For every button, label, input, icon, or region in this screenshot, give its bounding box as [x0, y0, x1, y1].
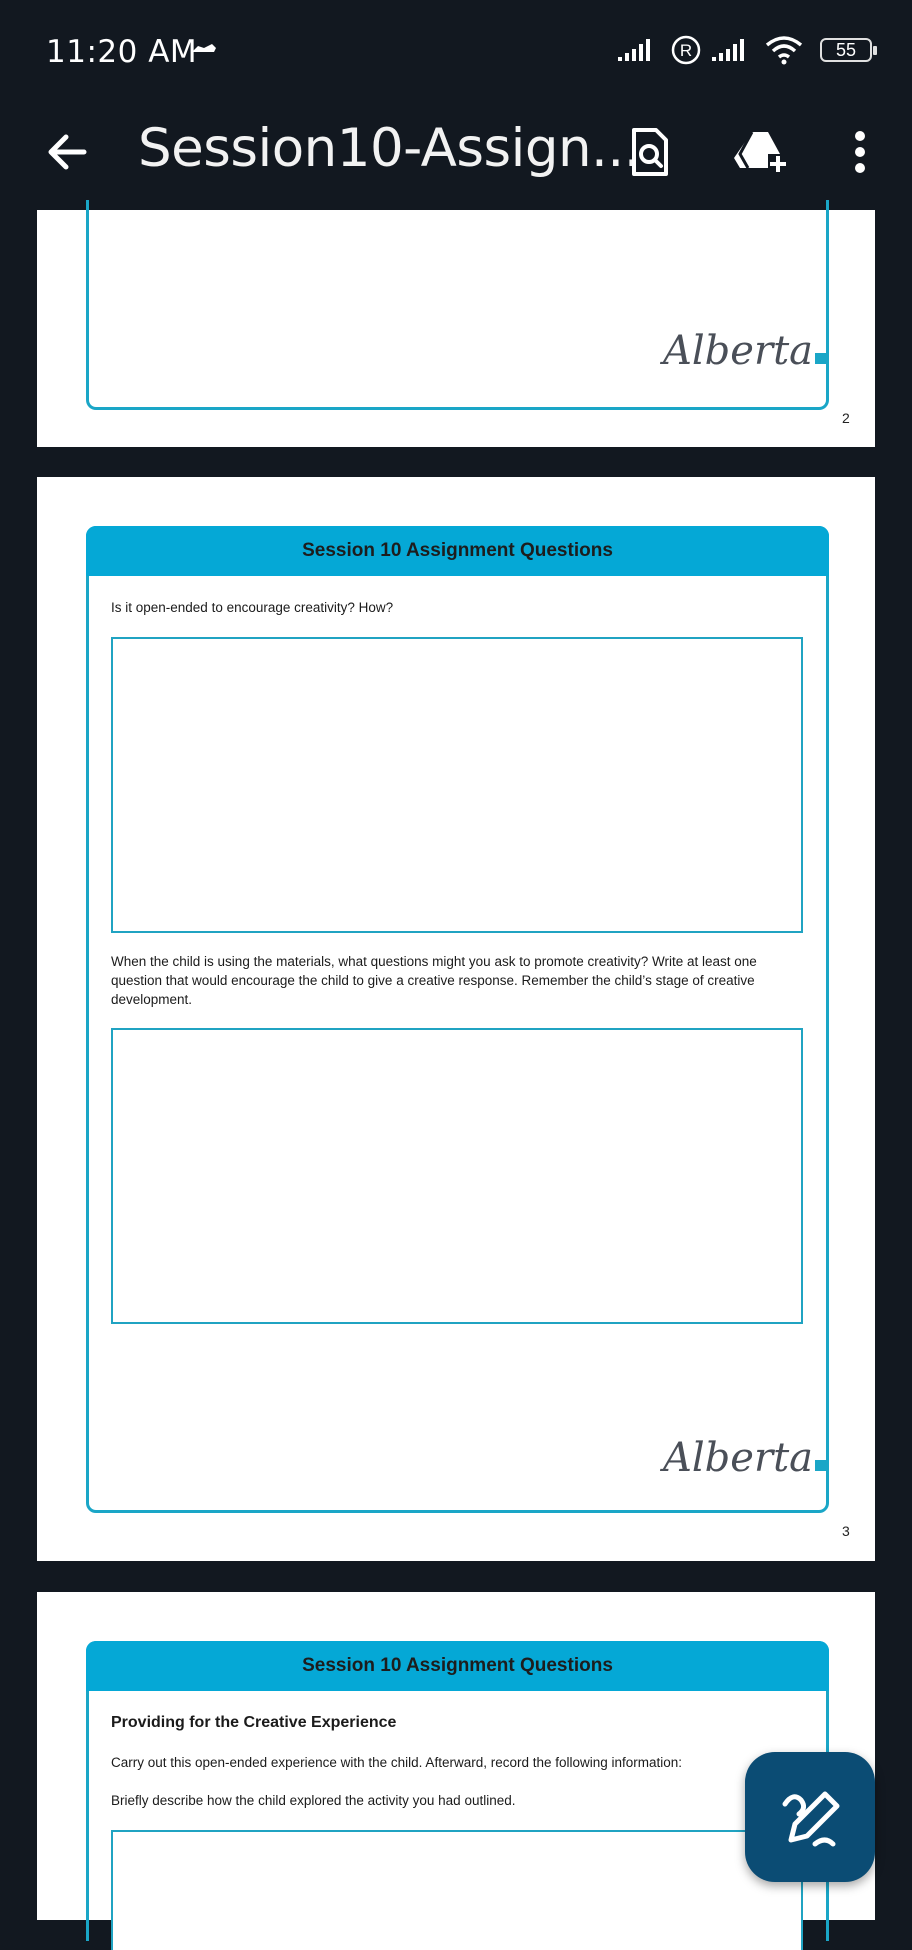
alberta-logo: Alberta [663, 328, 826, 374]
add-to-drive-icon[interactable] [730, 120, 790, 184]
page-number: 2 [842, 410, 850, 426]
section-header: Session 10 Assignment Questions [86, 526, 829, 576]
instruction-text: Carry out this open-ended experience with the child. Afterward, record the following information: [111, 1755, 683, 1770]
page-frame [86, 200, 829, 410]
battery-indicator: 55 [820, 38, 872, 62]
page-number: 3 [842, 1523, 850, 1539]
section-header: Session 10 Assignment Questions [86, 1641, 829, 1691]
section-title: Providing for the Creative Experience [111, 1714, 397, 1731]
svg-text:R: R [679, 41, 693, 60]
registered-icon [670, 34, 702, 66]
document-page-3 [37, 477, 875, 1561]
find-in-document-icon[interactable] [620, 120, 680, 184]
answer-box[interactable] [111, 1028, 803, 1324]
document-title: Session10-Assign... [138, 118, 641, 179]
question-text: Briefly describe how the child explored the activity you had outlined. [111, 1793, 516, 1808]
annotate-button[interactable] [745, 1752, 875, 1882]
pen-icon [745, 1752, 875, 1882]
question-text: When the child is using the materials, what questions might you ask to promote creativity? Write at least one question that would encourage the child to give a creative response. Remember the child’s stage of creative development. [111, 954, 757, 1007]
back-arrow-icon[interactable] [40, 124, 96, 180]
notification-icon [190, 38, 218, 58]
answer-box[interactable] [111, 1830, 803, 1950]
document-page-2 [37, 210, 875, 447]
app-bar [0, 100, 912, 210]
more-options-icon[interactable] [830, 120, 890, 184]
alberta-logo: Alberta [663, 1435, 826, 1481]
answer-box[interactable] [111, 637, 803, 933]
question-text: Is it open-ended to encourage creativity? How? [111, 600, 394, 615]
signal-icon [618, 37, 660, 63]
status-bar [0, 0, 912, 100]
signal-icon-2 [712, 37, 754, 63]
wifi-icon [764, 35, 804, 65]
status-time: 11:20 AM [46, 34, 198, 70]
